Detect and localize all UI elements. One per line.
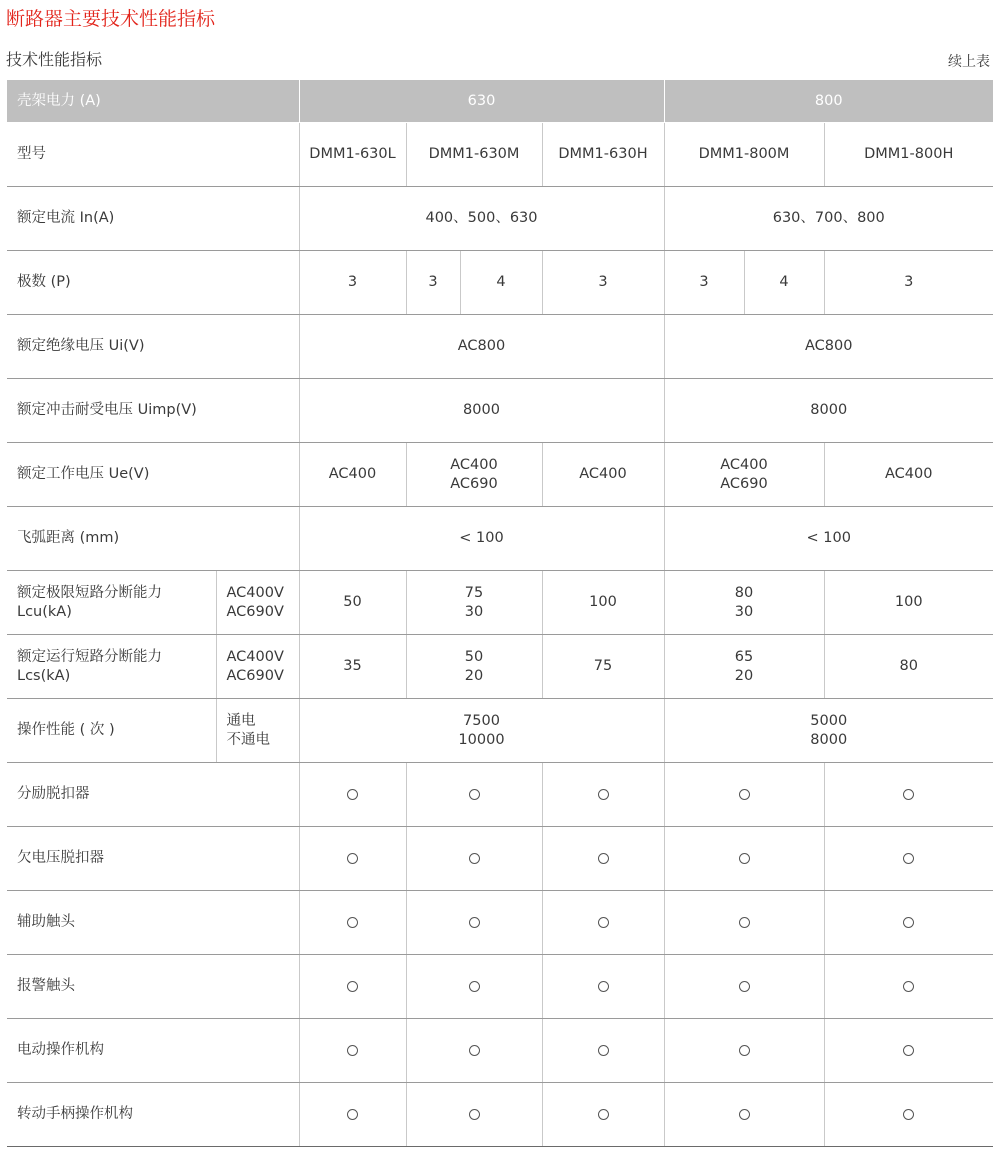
ops-630-line1: 7500 bbox=[463, 712, 500, 729]
circle-icon bbox=[469, 981, 480, 992]
circle-icon bbox=[347, 1109, 358, 1120]
circle-icon bbox=[903, 981, 914, 992]
circle-icon bbox=[598, 1045, 609, 1056]
ui-630: AC800 bbox=[299, 315, 664, 379]
lcu-630h: 100 bbox=[542, 571, 664, 635]
circle-icon bbox=[903, 1045, 914, 1056]
arc-row bbox=[7, 507, 993, 571]
accessory-row-rotary-handle bbox=[7, 1083, 993, 1147]
model-800m: DMM1-800M bbox=[664, 123, 824, 187]
model-630h: DMM1-630H bbox=[542, 123, 664, 187]
lcu-label-line1: 额定极限短路分断能力 bbox=[17, 584, 162, 601]
lcu-voltage-line1: AC400V bbox=[226, 584, 284, 601]
current-row bbox=[7, 187, 993, 251]
accessory-row-motor bbox=[7, 1019, 993, 1083]
accessory-label: 分励脱扣器 bbox=[7, 763, 299, 827]
poles-630m-a: 3 bbox=[406, 251, 460, 315]
ui-label: 额定绝缘电压 Ui(V) bbox=[7, 315, 299, 379]
lcu-800m-line2: 30 bbox=[734, 603, 754, 620]
circle-icon bbox=[598, 1109, 609, 1120]
circle-icon bbox=[469, 1045, 480, 1056]
uimp-630: 8000 bbox=[299, 379, 664, 443]
circle-icon bbox=[598, 917, 609, 928]
ops-800-line1: 5000 bbox=[810, 712, 848, 729]
circle-icon bbox=[739, 1109, 750, 1120]
lcu-800m bbox=[664, 571, 824, 635]
poles-630l: 3 bbox=[299, 251, 406, 315]
lcs-voltage bbox=[216, 635, 299, 699]
circle-icon bbox=[347, 981, 358, 992]
accessory-row-undervoltage bbox=[7, 827, 993, 891]
circle-icon bbox=[598, 853, 609, 864]
lcs-630l: 35 bbox=[299, 635, 406, 699]
arc-630: < 100 bbox=[299, 507, 664, 571]
circle-icon bbox=[469, 789, 480, 800]
section-subtitle: 技术性能指标 bbox=[6, 50, 103, 69]
ops-630-line2: 10000 bbox=[458, 731, 505, 748]
ue-630l: AC400 bbox=[299, 443, 406, 507]
frame-header-row bbox=[7, 80, 993, 123]
model-630m: DMM1-630M bbox=[406, 123, 542, 187]
uimp-row bbox=[7, 379, 993, 443]
ops-630 bbox=[299, 699, 664, 763]
model-label: 型号 bbox=[7, 123, 299, 187]
circle-icon bbox=[347, 917, 358, 928]
poles-630h: 3 bbox=[542, 251, 664, 315]
circle-icon bbox=[347, 1045, 358, 1056]
circle-icon bbox=[469, 853, 480, 864]
circle-icon bbox=[739, 917, 750, 928]
lcs-630m-line2: 20 bbox=[464, 667, 484, 684]
ops-mode-line1: 通电 bbox=[226, 712, 256, 729]
lcs-voltage-line1: AC400V bbox=[226, 648, 284, 665]
poles-630m-b: 4 bbox=[460, 251, 542, 315]
poles-800h: 3 bbox=[824, 251, 993, 315]
lcs-630m bbox=[406, 635, 542, 699]
circle-icon bbox=[903, 789, 914, 800]
current-630: 400、500、630 bbox=[299, 187, 664, 251]
lcs-630m-line1: 50 bbox=[464, 648, 484, 665]
lcu-630m bbox=[406, 571, 542, 635]
uimp-label: 额定冲击耐受电压 Uimp(V) bbox=[7, 379, 299, 443]
lcs-label bbox=[7, 635, 216, 699]
ue-800m-line1: AC400 bbox=[720, 456, 768, 473]
lcu-630m-line1: 75 bbox=[464, 584, 484, 601]
accessory-label: 辅助触头 bbox=[7, 891, 299, 955]
current-800: 630、700、800 bbox=[664, 187, 993, 251]
lcs-800m bbox=[664, 635, 824, 699]
accessory-label: 欠电压脱扣器 bbox=[7, 827, 299, 891]
accessory-label: 转动手柄操作机构 bbox=[7, 1083, 299, 1147]
current-label: 额定电流 In(A) bbox=[7, 187, 299, 251]
ue-630m-line1: AC400 bbox=[450, 456, 498, 473]
lcs-label-line1: 额定运行短路分断能力 bbox=[17, 648, 162, 665]
lcu-voltage bbox=[216, 571, 299, 635]
ops-label: 操作性能 ( 次 ) bbox=[7, 699, 216, 763]
ue-label: 额定工作电压 Ue(V) bbox=[7, 443, 299, 507]
ue-630h: AC400 bbox=[542, 443, 664, 507]
circle-icon bbox=[347, 789, 358, 800]
ue-630m bbox=[406, 443, 542, 507]
continued-note: 续上表 bbox=[948, 54, 990, 70]
ops-800-line2: 8000 bbox=[810, 731, 848, 748]
circle-icon bbox=[347, 853, 358, 864]
poles-row bbox=[7, 251, 993, 315]
poles-800m-a: 3 bbox=[664, 251, 744, 315]
lcs-voltage-line2: AC690V bbox=[226, 667, 284, 684]
frame-label: 壳架电力 (A) bbox=[7, 80, 299, 123]
model-630l: DMM1-630L bbox=[299, 123, 406, 187]
poles-label: 极数 (P) bbox=[7, 251, 299, 315]
arc-label: 飞弧距离 (mm) bbox=[7, 507, 299, 571]
arc-800: < 100 bbox=[664, 507, 993, 571]
accessory-row-auxiliary bbox=[7, 891, 993, 955]
ue-630m-line2: AC690 bbox=[450, 475, 498, 492]
ue-row bbox=[7, 443, 993, 507]
circle-icon bbox=[469, 1109, 480, 1120]
lcs-800h: 80 bbox=[824, 635, 993, 699]
lcs-800m-line2: 20 bbox=[734, 667, 754, 684]
circle-icon bbox=[739, 1045, 750, 1056]
lcu-800h: 100 bbox=[824, 571, 993, 635]
lcu-row bbox=[7, 571, 993, 635]
circle-icon bbox=[598, 981, 609, 992]
accessory-row-alarm bbox=[7, 955, 993, 1019]
ops-row bbox=[7, 699, 993, 763]
lcs-800m-line1: 65 bbox=[734, 648, 754, 665]
circle-icon bbox=[739, 853, 750, 864]
ue-800m bbox=[664, 443, 824, 507]
ui-row bbox=[7, 315, 993, 379]
spec-table bbox=[7, 80, 993, 1147]
lcu-800m-line1: 80 bbox=[734, 584, 754, 601]
uimp-800: 8000 bbox=[664, 379, 993, 443]
ue-800h: AC400 bbox=[824, 443, 993, 507]
accessory-label: 报警触头 bbox=[7, 955, 299, 1019]
ops-mode bbox=[216, 699, 299, 763]
circle-icon bbox=[903, 853, 914, 864]
accessory-label: 电动操作机构 bbox=[7, 1019, 299, 1083]
lcu-label bbox=[7, 571, 216, 635]
page-title: 断路器主要技术性能指标 bbox=[6, 8, 216, 30]
lcs-label-line2: Lcs(kA) bbox=[17, 667, 71, 684]
ops-mode-line2: 不通电 bbox=[226, 731, 270, 748]
frame-800: 800 bbox=[664, 80, 993, 123]
ui-800: AC800 bbox=[664, 315, 993, 379]
lcu-label-line2: Lcu(kA) bbox=[17, 603, 72, 620]
model-row bbox=[7, 123, 993, 187]
frame-630: 630 bbox=[299, 80, 664, 123]
lcs-630h: 75 bbox=[542, 635, 664, 699]
ue-800m-line2: AC690 bbox=[720, 475, 768, 492]
circle-icon bbox=[739, 789, 750, 800]
circle-icon bbox=[903, 1109, 914, 1120]
lcu-630m-line2: 30 bbox=[464, 603, 484, 620]
circle-icon bbox=[469, 917, 480, 928]
circle-icon bbox=[739, 981, 750, 992]
model-800h: DMM1-800H bbox=[824, 123, 993, 187]
circle-icon bbox=[903, 917, 914, 928]
poles-800m-b: 4 bbox=[744, 251, 824, 315]
lcu-630l: 50 bbox=[299, 571, 406, 635]
accessory-row-shunt-trip bbox=[7, 763, 993, 827]
ops-800 bbox=[664, 699, 993, 763]
lcs-row bbox=[7, 635, 993, 699]
circle-icon bbox=[598, 789, 609, 800]
lcu-voltage-line2: AC690V bbox=[226, 603, 284, 620]
